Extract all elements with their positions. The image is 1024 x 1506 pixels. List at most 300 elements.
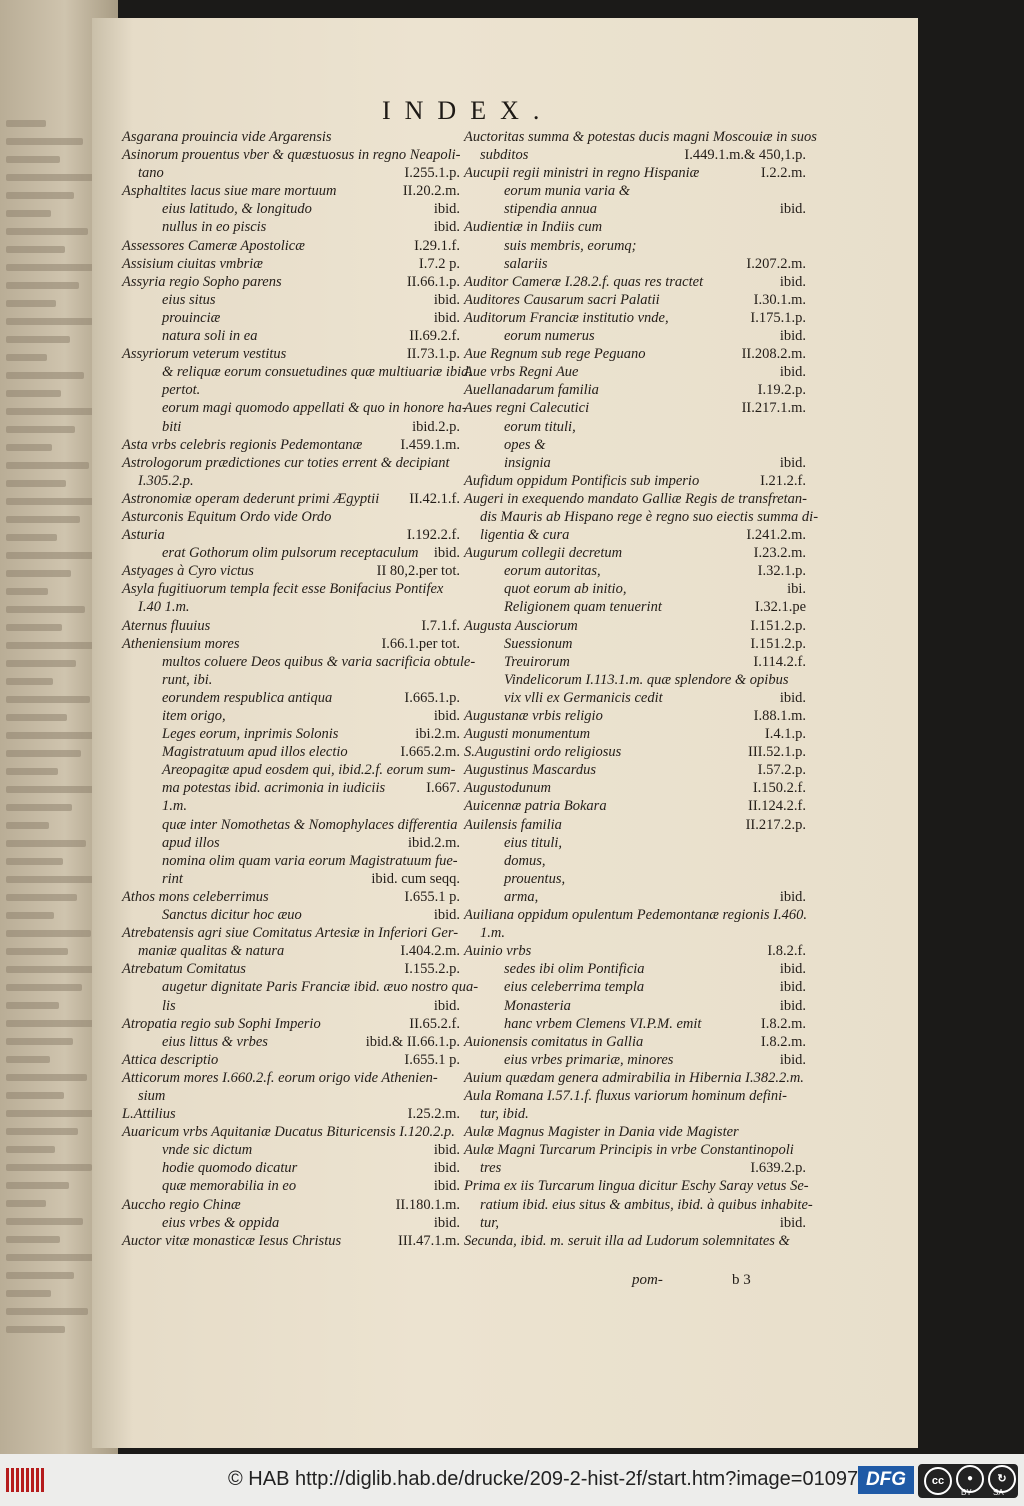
- index-entry: [122, 309, 460, 327]
- index-entry-text: tres: [480, 1160, 502, 1177]
- index-entry-text: Auilensis familia: [464, 816, 562, 833]
- previous-page-text-line: [6, 1218, 83, 1225]
- index-entry-text: Aulæ Magni Turcarum Principis in vrbe Constantinopoli: [464, 1142, 794, 1159]
- index-entry: [464, 200, 806, 218]
- index-entry-reference: III.52.1.p.: [748, 744, 806, 761]
- index-entry: [122, 146, 460, 164]
- index-entry: [464, 327, 806, 345]
- index-entry: [122, 1033, 460, 1051]
- share-alike-icon: ↻: [988, 1465, 1016, 1493]
- index-entry-text: rint: [162, 870, 183, 887]
- index-entry-text: prouentus,: [504, 870, 566, 887]
- index-entry-text: 1.m.: [480, 925, 505, 942]
- index-entry-reference: III.47.1.m.: [397, 1232, 460, 1249]
- index-entry: [464, 1196, 813, 1214]
- index-entry: [464, 942, 806, 960]
- index-entry: [122, 1159, 460, 1177]
- previous-page-text-line: [6, 1236, 60, 1243]
- index-entry-text: runt, ibi.: [162, 671, 213, 688]
- index-entry-reference: ibid.: [779, 888, 806, 905]
- index-entry-reference: I.29.1.f.: [414, 237, 460, 254]
- index-entry: [464, 924, 806, 942]
- index-entry-reference: I.19.2.p.: [757, 382, 806, 399]
- index-entry-text: Religionem quam tenuerint: [504, 599, 662, 616]
- index-entry: [122, 635, 460, 653]
- index-entry-text: suis membris, eorumq;: [504, 237, 637, 254]
- index-entry: [122, 689, 460, 707]
- index-entry-text: augetur dignitate Paris Franciæ ibid. æuo nostro qua-: [162, 979, 479, 996]
- index-entry-text: Augusti monumentum: [464, 726, 591, 743]
- index-entry-text: Monasteria: [504, 997, 571, 1014]
- index-entry: [122, 237, 460, 255]
- index-entry-reference: ibid.2.p.: [412, 418, 460, 435]
- index-entry: [464, 779, 806, 797]
- index-entry-reference: I.665.2.m.: [400, 744, 460, 761]
- index-entry-text: Augustodunum: [464, 780, 551, 797]
- previous-page-text-line: [6, 210, 51, 217]
- cc-license-badge[interactable]: [918, 1464, 1018, 1498]
- index-entry-text: Assyriorum veterum vestitus: [122, 346, 287, 363]
- index-entry-text: ma potestas ibid. acrimonia in iudiciis: [162, 780, 386, 797]
- previous-page-text-line: [6, 462, 89, 469]
- index-entry: [464, 472, 806, 490]
- index-entry-text: Augusta Ausciorum: [464, 617, 578, 634]
- index-entry-text: Asturconis Equitum Ordo vide Ordo: [122, 508, 332, 525]
- index-entry-reference: I.192.2.f.: [406, 527, 460, 544]
- index-entry: [122, 870, 460, 888]
- index-entry-reference: ibid.: [779, 1051, 806, 1068]
- index-entry: [464, 544, 806, 562]
- index-entry-reference: ibid.: [433, 291, 460, 308]
- index-entry-reference: II.208.2.m.: [741, 346, 806, 363]
- index-entry: [122, 1087, 460, 1105]
- index-entry-text: Athos mons celeberrimus: [122, 888, 269, 905]
- previous-page-text-line: [6, 1056, 50, 1063]
- index-entry-text: Secunda, ibid. m. seruit illa ad Ludorum solemnitates &: [464, 1232, 790, 1249]
- previous-page-text-line: [6, 1272, 74, 1279]
- index-entry-text: quot eorum ab initio,: [504, 581, 627, 598]
- previous-page-text-line: [6, 588, 48, 595]
- index-entry-reference: I.30.1.m.: [753, 291, 806, 308]
- index-entry-text: maniæ qualitas & natura: [138, 943, 285, 960]
- previous-page-text-line: [6, 1002, 59, 1009]
- index-entry-text: natura soli in ea: [162, 328, 258, 345]
- index-entry: [122, 671, 460, 689]
- previous-page-text-line: [6, 1020, 96, 1027]
- index-entry-reference: ibid. cum seqq.: [371, 870, 460, 887]
- index-entry: [464, 146, 806, 164]
- index-entry: [122, 273, 460, 291]
- index-entry: [464, 960, 806, 978]
- index-entry-reference: I.449.1.m.& 450,1.p.: [684, 147, 806, 164]
- index-entry: [464, 797, 806, 815]
- index-column-left: [122, 128, 479, 1250]
- previous-page-text-line: [6, 750, 81, 757]
- previous-page-text-line: [6, 1128, 78, 1135]
- index-entry: [122, 1196, 460, 1214]
- previous-page-text-line: [6, 786, 95, 793]
- index-entry-text: Auditores Causarum sacri Palatii: [464, 291, 660, 308]
- index-entry: [122, 797, 460, 815]
- previous-page-text-line: [6, 336, 70, 343]
- previous-page-text-line: [6, 390, 61, 397]
- index-entry-text: prouinciæ: [162, 309, 221, 326]
- previous-page-text-line: [6, 930, 91, 937]
- index-entry: [122, 218, 460, 236]
- index-entry-reference: ibid.: [779, 1214, 806, 1231]
- previous-page-text-line: [6, 624, 62, 631]
- index-entry: [464, 381, 806, 399]
- index-entry-reference: I.7.1.f.: [421, 617, 460, 634]
- index-entry-reference: II.20.2.m.: [402, 183, 460, 200]
- previous-page-text-line: [6, 300, 56, 307]
- index-entry: [464, 743, 806, 761]
- index-entry-reference: I.150.2.f.: [752, 780, 806, 797]
- index-entry-reference: II.217.2.p.: [745, 816, 806, 833]
- previous-page-text-line: [6, 174, 97, 181]
- index-entry: [122, 761, 460, 779]
- index-entry: [464, 1051, 806, 1069]
- index-entry-reference: I.639.2.p.: [750, 1160, 806, 1177]
- index-entry-text: eius littus & vrbes: [162, 1033, 268, 1050]
- index-entry-reference: I.66.1.per tot.: [381, 635, 460, 652]
- index-entry: [464, 617, 806, 635]
- previous-page-text-line: [6, 660, 76, 667]
- index-entry-text: Aues regni Calecutici: [464, 400, 590, 417]
- index-entry-reference: ibid.: [779, 961, 806, 978]
- previous-page-text-line: [6, 1110, 101, 1117]
- index-entry-reference: I.23.2.m.: [753, 545, 806, 562]
- index-entry-reference: ibid.: [779, 997, 806, 1014]
- index-entry-reference: I.459.1.m.: [400, 436, 460, 453]
- index-entry-reference: II.65.2.f.: [409, 1015, 460, 1032]
- index-entry-text: eius vrbes & oppida: [162, 1214, 280, 1231]
- index-entry: [464, 1033, 806, 1051]
- index-entry-text: pertot.: [162, 382, 201, 399]
- index-entry-reference: ibid.: [433, 309, 460, 326]
- index-entry-text: eorum tituli,: [504, 418, 576, 435]
- index-entry-text: opes &: [504, 436, 546, 453]
- index-entry-text: 1.m.: [162, 798, 187, 815]
- index-entry-reference: ibid.: [433, 708, 460, 724]
- index-entry: [122, 562, 460, 580]
- index-entry-text: Atrebatensis agri siue Comitatus Artesiæ in Inferiori Ger-: [122, 925, 459, 942]
- index-entry-text: eorum munia varia &: [504, 183, 631, 200]
- previous-page-text-line: [6, 1308, 88, 1315]
- index-entry: [122, 743, 460, 761]
- index-entry-reference: I.241.2.m.: [746, 527, 806, 544]
- dfg-logo[interactable]: DFG: [858, 1466, 914, 1494]
- index-entry: [464, 1069, 806, 1087]
- previous-page-text-line: [6, 804, 72, 811]
- index-entry-reference: I.655.1 p.: [404, 888, 460, 905]
- index-entry-text: Aulæ Magnus Magister in Dania vide Magister: [464, 1124, 739, 1141]
- previous-page-text-line: [6, 696, 90, 703]
- index-entry-reference: ibid.: [779, 328, 806, 345]
- index-entry-text: Attica descriptio: [122, 1051, 219, 1068]
- index-entry-text: Atticorum mores I.660.2.f. eorum origo vide Athenien-: [122, 1069, 438, 1086]
- index-entry-reference: I.2.2.m.: [760, 165, 806, 182]
- index-entry: [122, 1214, 460, 1232]
- index-entry: [122, 490, 460, 508]
- index-entry-reference: I.255.1.p.: [404, 165, 460, 182]
- index-entry: [122, 888, 460, 906]
- index-entry-reference: II.217.1.m.: [741, 400, 806, 417]
- previous-page-text-line: [6, 1200, 46, 1207]
- index-entry: [464, 635, 806, 653]
- index-entry-text: tano: [138, 165, 164, 182]
- index-entry-reference: II.73.1.p.: [406, 346, 460, 363]
- index-entry-text: Asta vrbs celebris regionis Pedemontanæ: [122, 436, 363, 453]
- index-entry-reference: I.32.1.p.: [757, 563, 806, 580]
- index-entry-reference: I.404.2.m.: [400, 943, 460, 960]
- index-entry: [464, 707, 806, 725]
- index-entry: [122, 598, 460, 616]
- index-entry-text: Auaricum vrbs Aquitaniæ Ducatus Bituricensis I.120.2.p.: [122, 1124, 455, 1141]
- index-entry: [464, 653, 806, 671]
- index-column-right: [464, 128, 819, 1250]
- index-entry-text: Prima ex iis Turcarum lingua dicitur Eschy Saray vetus Se-: [464, 1178, 809, 1195]
- index-entry: [464, 128, 817, 146]
- previous-page-text-line: [6, 426, 75, 433]
- index-entry-text: Assyria regio Sopho parens: [122, 273, 282, 290]
- index-entry-text: vnde sic dictum: [162, 1142, 253, 1159]
- index-entry: [122, 327, 460, 345]
- index-entry-text: Auellanadarum familia: [464, 382, 599, 399]
- index-entry: [122, 1177, 460, 1195]
- cc-icon: cc: [924, 1467, 952, 1495]
- index-entry: [122, 508, 460, 526]
- previous-page-text-line: [6, 840, 86, 847]
- index-entry-text: sium: [138, 1087, 166, 1104]
- index-entry-text: lis: [162, 997, 176, 1014]
- index-entry-reference: I.114.2.f.: [753, 653, 806, 670]
- index-entry-text: Augurum collegii decretum: [464, 545, 623, 562]
- index-entry-text: Audientiæ in Indiis cum: [464, 219, 603, 236]
- index-entry-text: Auditorum Franciæ institutio vnde,: [464, 309, 669, 326]
- index-entry-text: eorum numerus: [504, 328, 595, 345]
- index-entry-reference: I.655.1 p.: [404, 1051, 460, 1068]
- index-entry-reference: ibid.: [779, 364, 806, 381]
- index-entry-reference: ibi.2.m.: [415, 726, 460, 743]
- index-entry-reference: II.66.1.p.: [406, 273, 460, 290]
- previous-page-text-line: [6, 480, 66, 487]
- index-entry-text: I.305.2.p.: [138, 472, 194, 489]
- index-entry: [464, 363, 806, 381]
- index-entry-reference: ibid.: [779, 273, 806, 290]
- index-entry-reference: II.42.1.f.: [409, 490, 460, 507]
- index-entry-text: Augustanæ vrbis religio: [464, 708, 603, 724]
- previous-page-text-line: [6, 138, 83, 145]
- index-entry: [122, 617, 460, 635]
- previous-page-text-line: [6, 714, 67, 721]
- index-entry-text: Aufidum oppidum Pontificis sub imperio: [464, 472, 700, 489]
- index-entry-text: Assessores Cameræ Apostolicæ: [122, 237, 305, 254]
- index-entry: [122, 1051, 460, 1069]
- index-entry: [122, 834, 460, 852]
- previous-page-text-line: [6, 228, 88, 235]
- index-entry: [464, 978, 806, 996]
- previous-page-text-line: [6, 444, 52, 451]
- previous-page-text-line: [6, 966, 105, 973]
- index-entry: [464, 816, 806, 834]
- previous-page-text-line: [6, 498, 103, 505]
- index-entry: [122, 997, 460, 1015]
- index-entry-text: eorundem respublica antiqua: [162, 689, 333, 706]
- index-entry: [464, 454, 806, 472]
- index-entry-text: eius latitudo, & longitudo: [162, 201, 312, 218]
- index-entry: [122, 942, 460, 960]
- index-entry: [464, 761, 806, 779]
- index-entry: [464, 580, 806, 598]
- index-entry-reference: ibid.: [433, 201, 460, 218]
- index-entry-text: Astyages à Cyro victus: [122, 563, 254, 580]
- index-entry-reference: I.207.2.m.: [746, 255, 806, 272]
- index-entry: [464, 997, 806, 1015]
- index-entry-text: Atheniensium mores: [122, 635, 240, 652]
- index-entry-reference: I.8.2.m.: [760, 1015, 806, 1032]
- copyright-url[interactable]: © HAB http://diglib.hab.de/drucke/209-2-hist-2f/start.htm?image=01097: [228, 1468, 859, 1490]
- index-entry-reference: ibid.: [433, 997, 460, 1014]
- page-heading: INDEX.: [382, 96, 554, 125]
- previous-page-text-line: [6, 732, 104, 739]
- index-entry: [464, 164, 806, 182]
- index-entry-text: & reliquæ eorum consuetudines quæ multiuariæ ibid.: [162, 364, 473, 381]
- index-entry-text: hodie quomodo dicatur: [162, 1160, 298, 1177]
- index-entry-text: Auditor Cameræ I.28.2.f. quas res tractet: [464, 273, 704, 290]
- index-entry: [464, 436, 806, 454]
- index-entry-text: nomina olim quam varia eorum Magistratuum fue-: [162, 852, 458, 869]
- index-entry: [122, 544, 460, 562]
- index-entry: [122, 1015, 460, 1033]
- index-entry: [464, 291, 806, 309]
- index-entry: [122, 164, 460, 182]
- index-entry-reference: II.69.2.f.: [409, 328, 460, 345]
- index-entry: [464, 237, 806, 255]
- index-entry: [464, 399, 806, 417]
- previous-page-text-line: [6, 858, 63, 865]
- index-entry-text: Augustinus Mascardus: [464, 762, 596, 779]
- index-entry: [122, 1069, 460, 1087]
- previous-page-text-line: [6, 192, 74, 199]
- index-entry-reference: ibid.: [779, 689, 806, 706]
- previous-page-text-line: [6, 120, 46, 127]
- previous-page-text-line: [6, 246, 65, 253]
- index-entry-text: S.Augustini ordo religiosus: [464, 744, 622, 761]
- by-attribution-icon: ●: [956, 1465, 984, 1493]
- previous-page-text-line: [6, 912, 54, 919]
- previous-page-text-line: [6, 1164, 92, 1171]
- index-entry-reference: I.21.2.f.: [760, 472, 806, 489]
- index-entry-reference: ibid.: [779, 201, 806, 218]
- index-entry: [464, 1232, 806, 1250]
- index-entry-text: Augeri in exequendo mandato Galliæ Regis de transfretan-: [464, 490, 807, 507]
- index-entry: [464, 508, 819, 526]
- index-entry: [464, 218, 806, 236]
- index-entry-text: eius celeberrima templa: [504, 979, 645, 996]
- index-entry: [122, 1123, 460, 1141]
- index-entry-text: tur, ibid.: [480, 1106, 529, 1123]
- index-entry-text: Aucupii regii ministri in regno Hispaniæ: [464, 165, 700, 182]
- index-entry-text: eius vrbes primariæ, minores: [504, 1051, 674, 1068]
- index-entry: [122, 399, 467, 417]
- index-entry-reference: II.180.1.m.: [395, 1196, 460, 1213]
- index-entry: [122, 381, 460, 399]
- index-entry-text: domus,: [504, 852, 546, 869]
- index-entry: [122, 707, 460, 725]
- index-entry-text: Asyla fugitiuorum templa fecit esse Bonifacius Pontifex: [122, 581, 444, 598]
- index-entry-text: Auinio vrbs: [464, 943, 532, 960]
- index-entry-text: Asinorum prouentus vber & quæstuosus in regno Neapoli-: [122, 147, 461, 164]
- index-entry-reference: I.88.1.m.: [753, 708, 806, 724]
- index-entry-text: Auium quædam genera admirabilia in Hibernia I.382.2.m.: [464, 1069, 804, 1086]
- index-entry: [464, 725, 806, 743]
- index-entry: [122, 182, 460, 200]
- index-entry-reference: I.32.1.pe: [754, 599, 806, 616]
- index-entry: [122, 1141, 460, 1159]
- previous-page-text-line: [6, 894, 77, 901]
- index-entry: [122, 436, 460, 454]
- index-entry-reference: ibid.: [433, 907, 460, 924]
- index-entry-reference: I.151.2.p.: [750, 635, 806, 652]
- previous-page-text-line: [6, 822, 49, 829]
- index-entry-text: Auctor vitæ monasticæ Iesus Christus: [122, 1232, 342, 1249]
- index-entry: [464, 906, 806, 924]
- previous-page-text-line: [6, 948, 68, 955]
- index-entry-reference: I.4.1.p.: [764, 726, 806, 743]
- index-entry: [122, 418, 460, 436]
- index-entry-text: hanc vrbem Clemens VI.P.M. emit: [504, 1015, 702, 1032]
- index-entry-text: apud illos: [162, 834, 220, 851]
- index-entry-text: Aue vrbs Regni Aue: [464, 364, 579, 381]
- index-entry: [464, 1214, 806, 1232]
- index-entry-reference: I.8.2.m.: [760, 1033, 806, 1050]
- index-entry-text: biti: [162, 418, 182, 435]
- index-entry-reference: ibid.: [433, 1214, 460, 1231]
- index-entry: [464, 345, 806, 363]
- index-entry: [464, 852, 806, 870]
- previous-page-text-line: [6, 264, 102, 271]
- index-entry-reference: I.175.1.p.: [750, 309, 806, 326]
- index-entry: [464, 598, 806, 616]
- index-entry: [122, 454, 460, 472]
- index-entry: [464, 182, 806, 200]
- index-entry-text: subditos: [480, 147, 529, 164]
- index-entry: [122, 978, 479, 996]
- index-entry: [122, 200, 460, 218]
- index-entry-text: Atropatia regio sub Sophi Imperio: [122, 1015, 321, 1032]
- index-entry-text: Areopagitæ apud eosdem qui, ibid.2.f. eorum sum-: [162, 762, 456, 779]
- index-entry-reference: ibid.: [433, 1160, 460, 1177]
- index-entry-text: Auiliana oppidum opulentum Pedemontanæ regionis I.460.: [464, 907, 808, 924]
- index-entry: [122, 472, 460, 490]
- index-entry-text: Asphaltites lacus siue mare mortuum: [122, 183, 337, 200]
- index-entry-reference: II 80,2.per tot.: [376, 563, 460, 580]
- previous-page-text-line: [6, 372, 84, 379]
- previous-page-text-line: [6, 1146, 55, 1153]
- index-entry: [464, 562, 806, 580]
- index-entry-reference: ibid.: [433, 1178, 460, 1195]
- index-entry-text: Vindelicorum I.113.1.m. quæ splendore & opibus: [504, 671, 789, 688]
- index-entry-text: ligentia & cura: [480, 527, 570, 544]
- index-entry-text: eorum magi quomodo appellati & quo in honore ha-: [162, 400, 467, 417]
- index-entry-reference: ibid.: [433, 545, 460, 562]
- index-entry-text: Magistratuum apud illos electio: [162, 744, 348, 761]
- index-entry-reference: I.151.2.p.: [750, 617, 806, 634]
- index-entry-text: eius tituli,: [504, 834, 562, 851]
- index-entry: [464, 490, 806, 508]
- index-entry-text: tur,: [480, 1214, 499, 1231]
